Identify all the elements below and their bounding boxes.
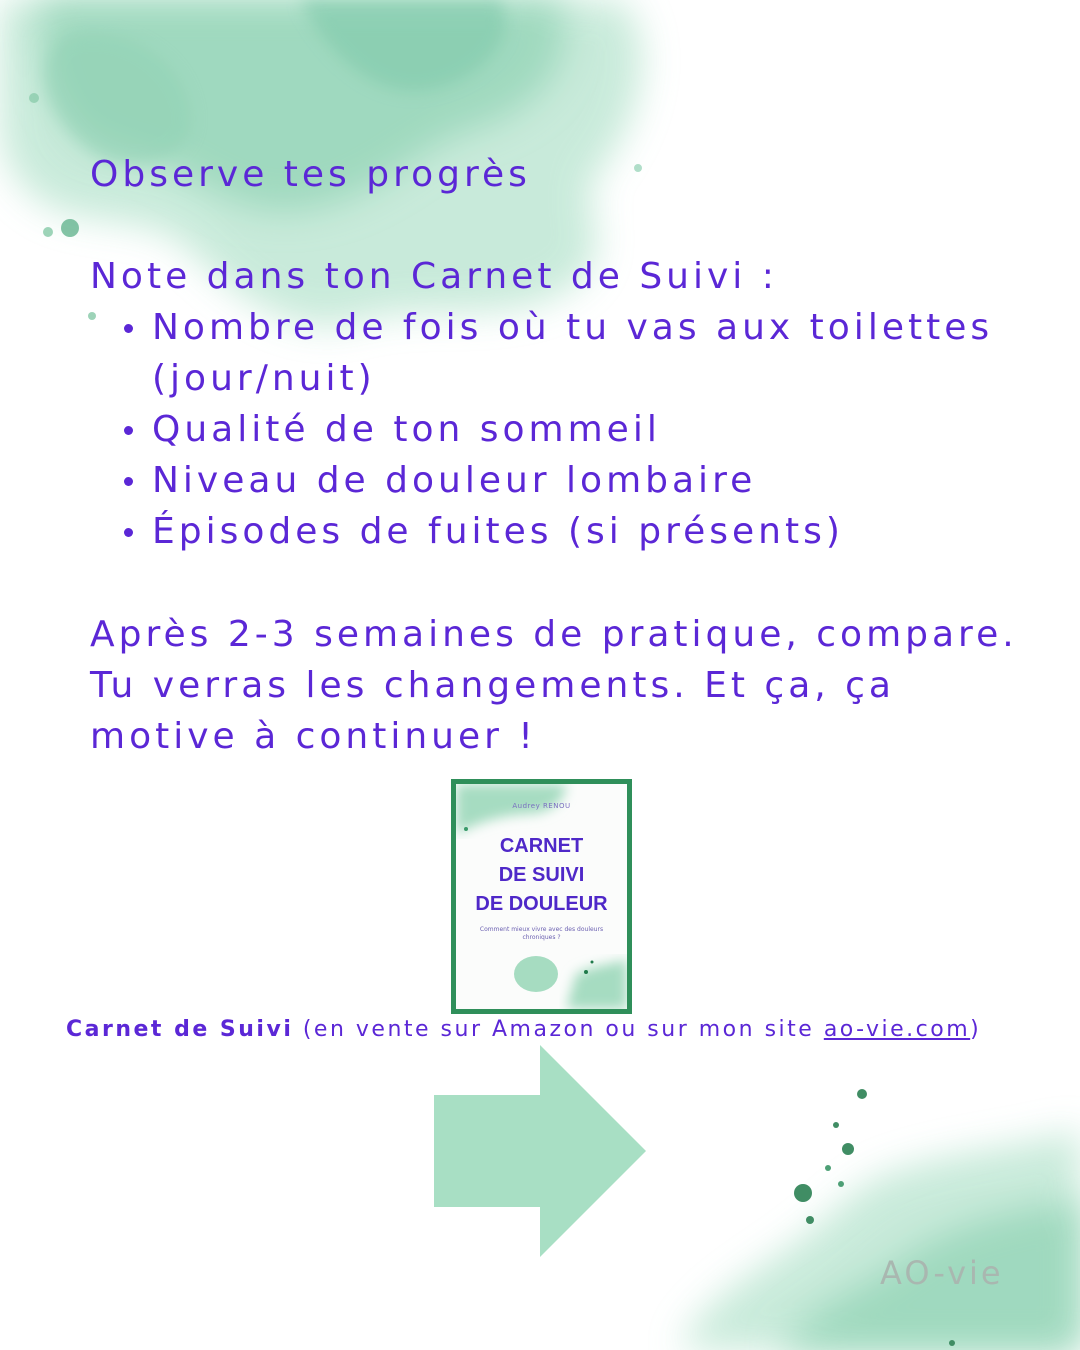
main-content	[90, 150, 1050, 762]
list-item: Nombre de fois où tu vas aux toilettes (jour/nuit)	[152, 302, 1050, 404]
book-title-line: DE SUIVI	[498, 864, 585, 886]
book-cover-inner	[456, 784, 627, 1009]
bottom-right-watercolor	[680, 1089, 1080, 1350]
website-link[interactable]: ao-vie.com	[823, 1017, 971, 1042]
caption-text: (en vente sur Amazon ou sur mon site	[293, 1017, 824, 1042]
list-item: Niveau de douleur lombaire	[152, 455, 1050, 506]
book-caption	[66, 1014, 981, 1046]
book-author: Audrey RENOU	[512, 802, 571, 810]
book-seal-icon	[514, 956, 558, 992]
page-title: Observe tes progrès	[90, 154, 531, 195]
list-item: Épisodes de fuites (si présents)	[152, 506, 1050, 557]
brand-watermark: AO-vie	[880, 1254, 1004, 1292]
arrow-right-icon	[434, 1045, 646, 1257]
tracking-list	[90, 302, 1050, 557]
caption-product-name: Carnet de Suivi	[66, 1017, 294, 1042]
book-title	[456, 832, 627, 919]
book-title-line: CARNET	[499, 835, 584, 857]
list-item: Qualité de ton sommeil	[152, 404, 1050, 455]
book-title-line: DE DOULEUR	[475, 893, 608, 915]
book-cover-image	[451, 779, 632, 1014]
intro-text: Note dans ton Carnet de Suivi :	[90, 256, 778, 297]
conclusion-text: Après 2-3 semaines de pratique, compare. Tu verras les changements. Et ça, ça motive à continuer !	[90, 614, 1018, 757]
book-subtitle: Comment mieux vivre avec des douleurs chroniques ?	[479, 926, 604, 941]
caption-close: )	[970, 1017, 982, 1042]
